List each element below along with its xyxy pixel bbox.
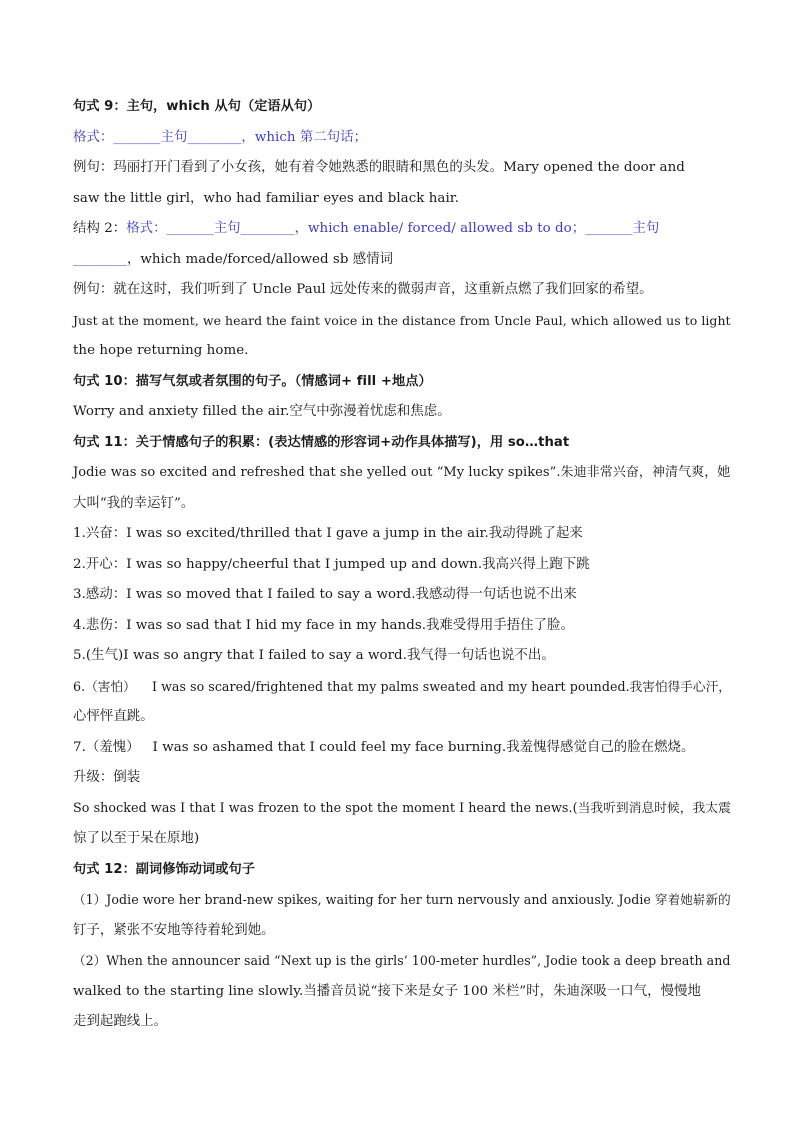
- adverb-example-2b: walked to the starting line slowly.当播音员说“接下来是女子 100 米栏”时，朱迪深吸一口气，慢慢地: [73, 983, 701, 999]
- adverb-example-1a: （1）Jodie wore her brand-new spikes, waiting for her turn nervously and anxiously. Jodie 穿着她崭新的: [73, 892, 731, 907]
- example-line-s2b: Just at the moment, we heard the faint voice in the distance from Uncle Paul, which allowed us to light: [73, 312, 731, 328]
- adverb-example-2c: 走到起跑线上。: [73, 1014, 168, 1029]
- structure-2-blank: ________: [73, 251, 127, 267]
- emotion-item-6: 6.（害怕） I was so scared/frightened that my palms sweated and my heart pounded.我害怕得手心汗，: [73, 678, 731, 694]
- emotion-item-1: 1.兴奋：I was so excited/thrilled that I gave a jump in the air.我动得跳了起来: [73, 526, 583, 541]
- structure-2-format: 格式：_______主句________，which enable/ forced/ allowed sb to do；_______主句: [126, 221, 660, 236]
- heading-pattern-10: 句式 10：描写气氛或者氛围的句子。（情感词+ fill +地点）: [73, 373, 432, 389]
- heading-pattern-12: 句式 12：副词修饰动词或句子: [73, 861, 255, 877]
- format-line-9: 格式：_______主句________，which 第二句话；: [73, 129, 368, 145]
- heading-pattern-9: 句式 9：主句，which 从句（定语从句）: [73, 99, 321, 114]
- emotion-item-4: 4.悲伤：I was so sad that I hid my face in my hands.我难受得用手捂住了脸。: [73, 617, 574, 633]
- upgrade-label: 升级：倒装: [73, 770, 141, 785]
- example-line-s2a: 例句：就在这时，我们听到了 Uncle Paul 远处传来的微弱声音，这重新点燃了我们回家的希望。: [73, 282, 653, 297]
- emotion-item-6-cont: 心怦怦直跳。: [73, 709, 154, 724]
- example-line-11a: Jodie was so excited and refreshed that she yelled out “My lucky spikes”.朱迪非常兴奋，神清气爽，她: [73, 465, 731, 480]
- structure-2-prefix: 结构 2：: [73, 221, 127, 236]
- emotion-item-7: 7.（羞愧） I was so ashamed that I could feel my face burning.我羞愧得感觉自己的脸在燃烧。: [73, 739, 695, 755]
- structure-2-tail: ，which made/forced/allowed sb 感情词: [126, 251, 394, 267]
- heading-pattern-11: 句式 11：关于情感句子的积累：(表达情感的形容词+动作具体描写)，用 so…that: [73, 434, 570, 450]
- adverb-example-2a: （2）When the announcer said “Next up is the girls’ 100-meter hurdles”, Jodie took a deep breath and: [73, 953, 731, 968]
- emotion-item-5: 5.(生气)I was so angry that I failed to say a word.我气得一句话也说不出。: [73, 648, 555, 663]
- structure-2-line: [73, 214, 733, 245]
- example-line-9a: 例句：玛丽打开门看到了小女孩，她有着令她熟悉的眼睛和黑色的头发。Mary opened the door and: [73, 160, 685, 175]
- example-line-11b: 大叫“我的幸运钉”。: [73, 495, 195, 511]
- adverb-example-1b: 钉子，紧张不安地等待着轮到她。: [73, 922, 275, 938]
- example-line-s2c: the hope returning home.: [73, 343, 249, 358]
- example-line-9b: saw the little girl，who had familiar eyes and black hair.: [73, 190, 460, 206]
- emotion-item-3: 3.感动：I was so moved that I failed to say a word.我感动得一句话也说不出来: [73, 587, 577, 602]
- example-line-10: Worry and anxiety filled the air.空气中弥漫着忧虑和焦虑。: [73, 404, 451, 419]
- emotion-item-2: 2.开心：I was so happy/cheerful that I jumped up and down.我高兴得上跑下跳: [73, 556, 590, 572]
- inversion-example-a: So shocked was I that I was frozen to the spot the moment I heard the news.(当我听到消息时候，我太震: [73, 800, 731, 816]
- document-page: [73, 92, 733, 1038]
- structure-2-line-cont: [73, 245, 733, 276]
- inversion-example-b: 惊了以至于呆在原地): [73, 831, 200, 846]
